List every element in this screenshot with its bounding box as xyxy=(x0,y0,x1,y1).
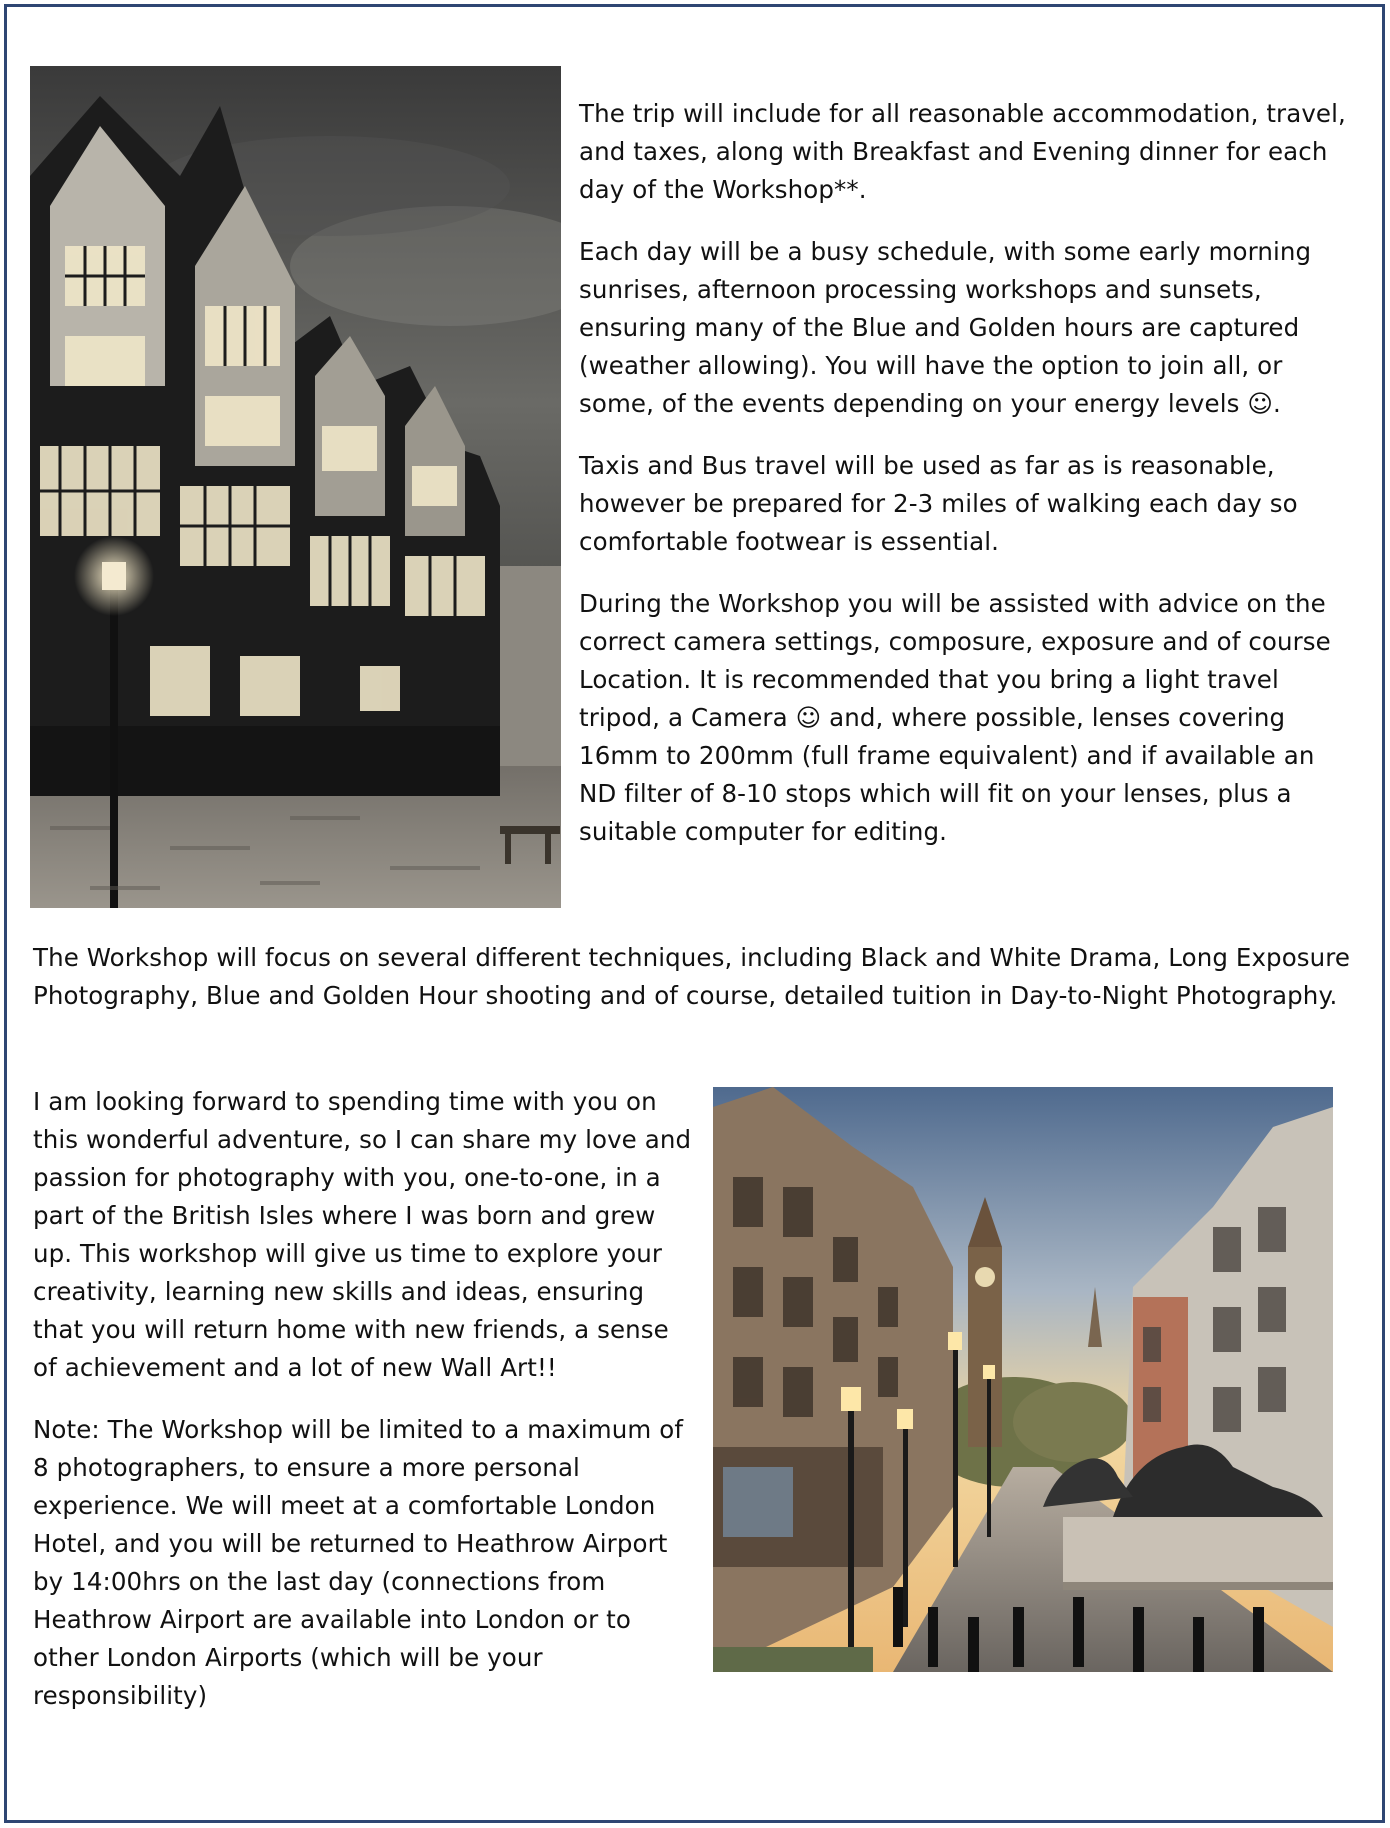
paragraph-inclusions: The trip will include for all reasonable accommodation, travel, and taxes, along with Breakfast and Evening dinner for each day of the Workshop**. xyxy=(579,99,1346,204)
paragraph-note: Note: The Workshop will be limited to a maximum of 8 photographers, to ensure a more personal experience. We will meet at a comfortable London Hotel, and you will be returned to Heathrow Airport by 14:00hrs on the last day (connections from Heathrow Airport are available into London or to other London Airports (which will be your responsibility) xyxy=(33,1415,684,1710)
paragraph-techniques: The Workshop will focus on several different techniques, including Black and White Drama, Long Exposure Photography, Blue and Golden Hour shooting and of course, detailed tuition in Day-to-Night Photography. xyxy=(33,943,1351,1010)
paragraph-equipment: During the Workshop you will be assisted with advice on the correct camera settings, composure, exposure and of course Location. It is recommended that you bring a light travel tripod, a Camera ☺ and, where possible, lenses covering 16mm to 200mm (full frame equivalent) and if available an ND filter of 8-10 stops which will fit on your lenses, plus a suitable computer for editing. xyxy=(579,589,1331,846)
paragraph-adventure: I am looking forward to spending time with you on this wonderful adventure, so I can share my love and passion for photography with you, one-to-one, in a part of the British Isles where I was born and grew up. This workshop will give us time to explore your creativity, learning new skills and ideas, ensuring that you will return home with new friends, a sense of achievement and a lot of new Wall Art!! xyxy=(33,1087,692,1382)
london-street-photo xyxy=(713,1087,1333,1672)
paragraph-travel: Taxis and Bus travel will be used as far as is reasonable, however be prepared for 2-3 miles of walking each day so comfortable footwear is essential. xyxy=(579,451,1298,556)
left-column-text xyxy=(33,1083,698,1739)
tudor-building-photo xyxy=(30,66,561,908)
paragraph-schedule: Each day will be a busy schedule, with some early morning sunrises, afternoon processing workshops and sunsets, ensuring many of the Blue and Golden hours are captured (weather allowing). You will have the option to join all, or some, of the events depending on your energy levels ☺. xyxy=(579,237,1312,418)
right-column-text xyxy=(579,95,1359,875)
full-width-text xyxy=(33,939,1368,1015)
